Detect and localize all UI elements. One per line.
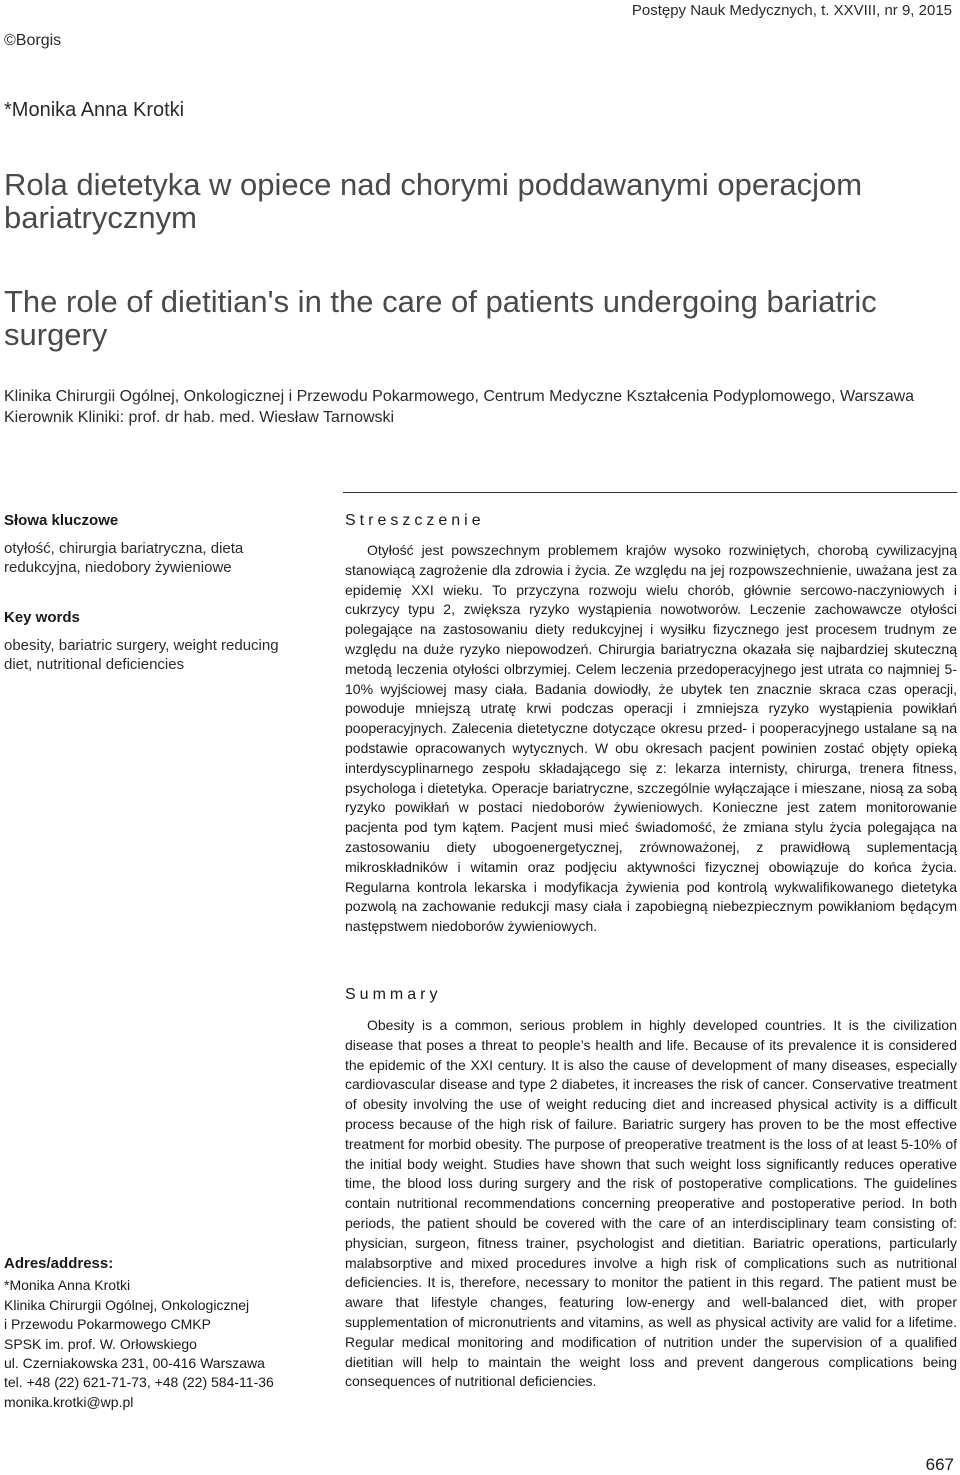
page-number: 667 (925, 1455, 954, 1474)
address-line: i Przewodu Pokarmowego CMKP (4, 1316, 211, 1333)
keywords-en-block (4, 609, 304, 674)
abstract-en-heading: Summary (345, 986, 442, 1003)
keywords-en-heading: Key words (4, 609, 80, 626)
keywords-pl-heading: Słowa kluczowe (4, 512, 119, 529)
author-name: *Monika Anna Krotki (4, 99, 185, 121)
affiliation (4, 386, 954, 428)
address-line: Klinika Chirurgii Ogólnej, Onkologicznej (4, 1296, 250, 1313)
address-line: SPSK im. prof. W. Orłowskiego (4, 1335, 197, 1352)
abstract-pl (345, 541, 957, 937)
affiliation-head: Kierownik Kliniki: prof. dr hab. med. Wiesław Tarnowski (4, 409, 395, 426)
keywords-en-text: obesity, bariatric surgery, weight reducing diet, nutritional deficiencies (4, 637, 279, 673)
keywords-pl-block (4, 512, 304, 577)
address-line: tel. +48 (22) 621-71-73, +48 (22) 584-11-36 (4, 1374, 274, 1391)
correspondence-address (4, 1254, 324, 1412)
publisher-mark: ©Borgis (4, 32, 62, 49)
abstract-pl-heading: Streszczenie (345, 512, 485, 529)
title-polish: Rola dietetyka w opiece nad chorymi poddawanymi operacjom bariatrycznym (4, 167, 863, 235)
address-heading: Adres/address: (4, 1255, 114, 1272)
journal-citation: Postępy Nauk Medycznych, t. XXVIII, nr 9, 2015 (631, 2, 952, 19)
affiliation-institution: Klinika Chirurgii Ogólnej, Onkologicznej i Przewodu Pokarmowego, Centrum Medyczne Kształcenia Podyplomowego, Warszawa (4, 388, 915, 405)
abstract-en (345, 1016, 957, 1392)
abstract-pl-text: Otyłość jest powszechnym problemem krajów wysoko rozwiniętych, chorobą cywilizacyjną stanowiącą zagrożenie dla zdrowia i życia. Ze względu na jej rozpowszechnienie, uważana jest za epidemię XXI wieku. To przyczyna rozwoju wielu chorób, głównie sercowo-naczyniowych i cukrzycy typu 2, zwiększa ryzyko wystąpienia nowotworów. Leczenie zachowawcze otyłości polegające na zastosowaniu diety redukcyjnej i wysiłku fizycznego jest procesem trudnym ze względu na duże ryzyko niepowodzeń. Chirurgia bariatryczna okazała się najbardziej skuteczną metodą leczenia otyłości olbrzymiej. Celem leczenia przedoperacyjnego jest utrata co najmniej 5-10% wyjściowej masy ciała. Badania dowiodły, że ubytek ten znacznie skraca czas operacji, powoduje mniejszą utratę krwi podczas operacji i zmniejsza ryzyko wystąpienia powikłań pooperacyjnych. Zalecenia dietetyczne dotyczące okresu przed- i pooperacyjnego ustalane są na podstawie opracowanych wytycznych. W obu okresach pacjent powinien zostać objęty opieką interdyscyplinarnego zespołu składającego się z: lekarza internisty, chirurga, trenera fitness, psychologa i dietetyka. Operacje bariatryczne, szczególnie wyłączające i mieszane, niosą za sobą ryzyko powikłań w postaci niedoborów żywieniowych. Konieczne jest zatem monitorowanie pacjenta pod tym kątem. Pacjent musi mieć świadomość, że zmiana stylu życia polegająca na zastosowaniu diety ubogoenergetycznej, zrównoważonej, z prawidłową suplementacją mikroskładników i witamin oraz podjęciu aktywności fizycznej obowiązuje do końca życia. Regularna kontrola lekarska i modyfikacja żywienia pod kontrolą wykwalifikowanego dietetyka pozwolą na zachowanie redukcji masy ciała i zapobiegną niebezpiecznym powikłaniom będącym następstwem niedoborów żywieniowych. (345, 542, 957, 935)
section-divider (343, 492, 957, 493)
keywords-pl-text: otyłość, chirurgia bariatryczna, dieta redukcyjna, niedobory żywieniowe (4, 540, 244, 576)
abstract-en-text: Obesity is a common, serious problem in highly developed countries. It is the civilization disease that poses a threat to people’s health and life. Because of its prevalence it is considered the epidemic of the XXI century. It is also the cause of development of many diseases, especially cardiovascular disease and type 2 diabetes, it increases the risk of cancer. Conservative treatment of obesity involving the use of weight reducing diet and increased physical activity is a difficult process because of the high risk of failure. Bariatric surgery has proven to be the most effective treatment for morbid obesity. The purpose of preoperative treatment is the loss of at least 5-10% of the initial body weight. Studies have shown that such weight loss significantly reduces operative time, the blood loss during surgery and the risk of postoperative complications. The guidelines contain nutritional recommendations concerning preoperative and postoperative period. In both periods, the patient should be covered with the care of an interdisciplinary team consisting of: physician, surgeon, fitness trainer, psychologist and dietitian. Bariatric operations, particularly malabsorptive and mixed procedures involve a high risk of complications such as nutritional deficiencies. It is, therefore, necessary to monitor the patient in this regard. The patient must be aware that lifestyle changes, featuring low-energy and well-balanced diet, with proper supplementation of micronutrients and vitamins, as well as physical activity are valid for a lifetime. Regular medical monitoring and modification of nutrition under the supervision of a qualified dietitian will help to maintain the weight loss and prevent dangerous complications being consequences of nutritional deficiencies. (345, 1017, 957, 1390)
address-line: ul. Czerniakowska 231, 00-416 Warszawa (4, 1355, 265, 1372)
address-email[interactable]: monika.krotki@wp.pl (4, 1393, 134, 1410)
title-english: The role of dietitian's in the care of patients undergoing bariatric surgery (4, 284, 877, 352)
address-line: *Monika Anna Krotki (4, 1277, 131, 1294)
